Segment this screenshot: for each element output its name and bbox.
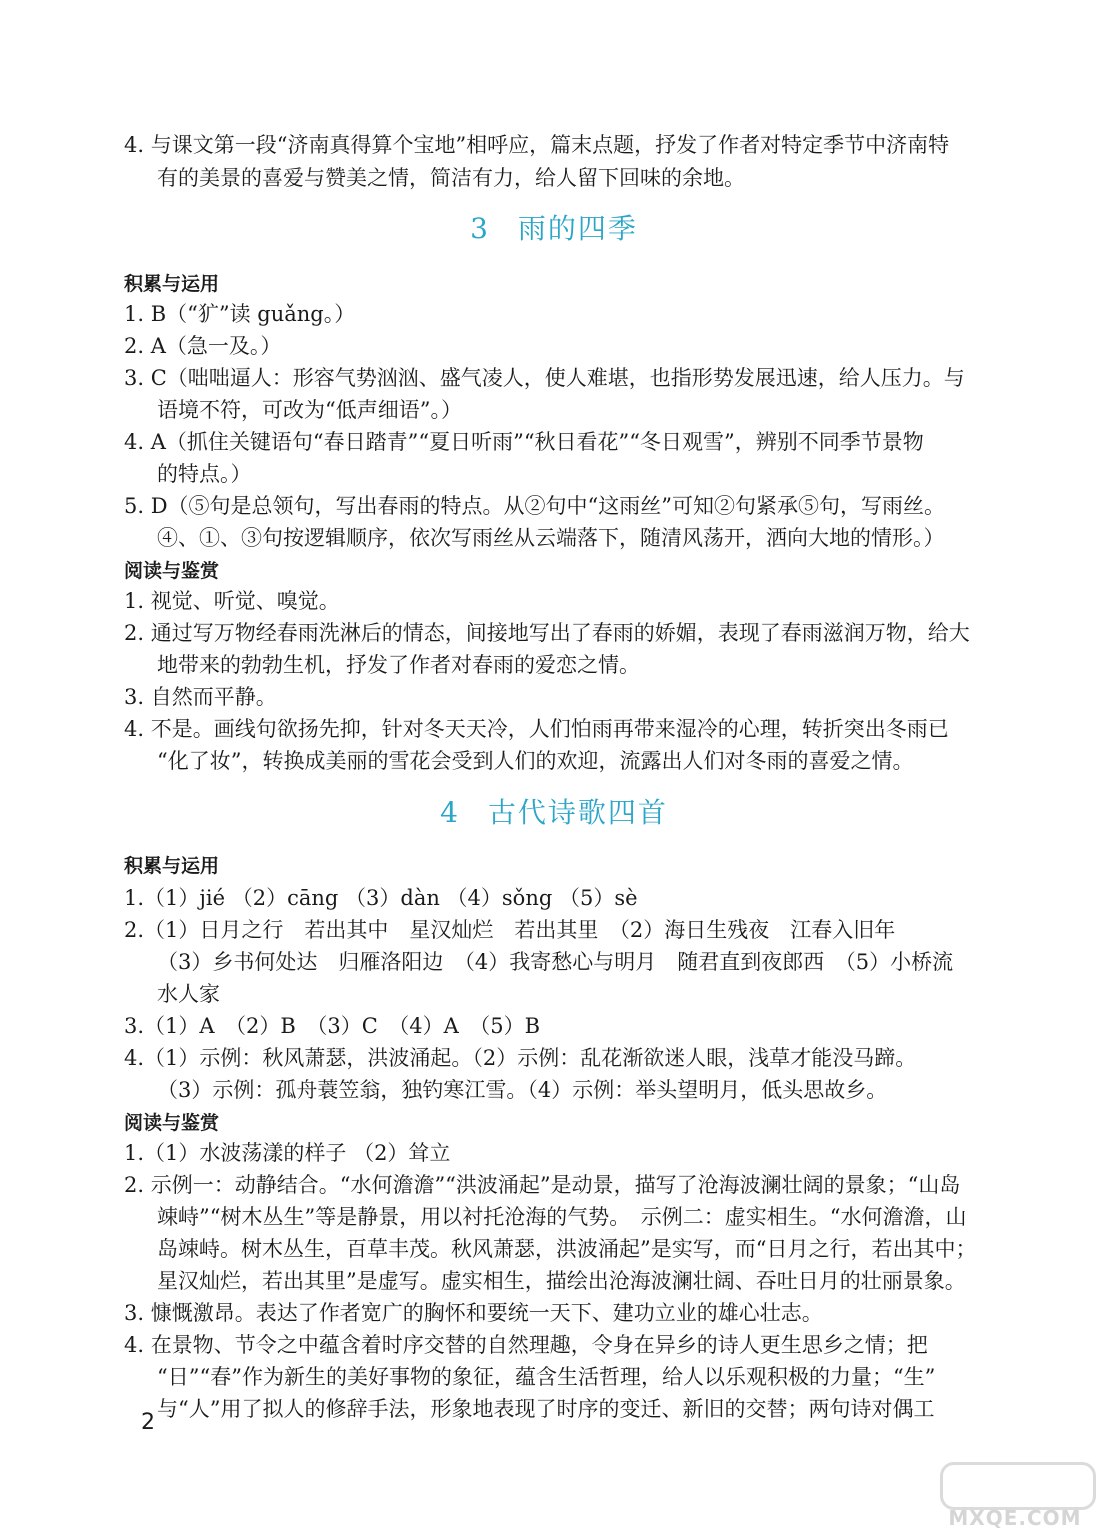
lesson4-a3: 3.（1）A （2）B （3）C （4）A （5）B	[124, 1014, 541, 1038]
lesson3-r1: 1. 视觉、听觉、嗅觉。	[124, 589, 340, 613]
lesson3-section-reading: 阅读与鉴赏	[124, 560, 220, 582]
lesson4-r4-line3: 与“人”用了拟人的修辞手法，形象地表现了时序的变迁、新旧的交替；两句诗对偶工	[157, 1397, 935, 1421]
lesson3-a3-line2: 语境不符，可改为“低声细语”。）	[157, 398, 462, 422]
lesson3-number: 3	[470, 212, 490, 245]
lesson4-r4-line1: 4. 在景物、节令之中蕴含着时序交替的自然理趣，令身在异乡的诗人更生思乡之情；把	[124, 1333, 928, 1357]
lesson4-a4-line2: （3）示例：孤舟蓑笠翁，独钓寒江雪。（4）示例：举头望明月，低头思故乡。	[157, 1078, 888, 1102]
lesson3-title-text: 雨的四季	[517, 212, 638, 245]
lesson4-a2-line2: （3）乡书何处达 归雁洛阳边 （4）我寄愁心与明月 随君直到夜郎西 （5）小桥流	[157, 950, 954, 974]
watermark-text: MXQE.COM	[948, 1506, 1082, 1530]
lesson4-r2-line1: 2. 示例一：动静结合。“水何澹澹”“洪波涌起”是动景，描写了沧海波澜壮阔的景象；“山岛	[124, 1173, 961, 1197]
lesson3-a2: 2. A（急一及。）	[124, 334, 282, 358]
lesson3-r2-line1: 2. 通过写万物经春雨洗淋后的情态，间接地写出了春雨的娇媚，表现了春雨滋润万物，给大	[124, 621, 970, 645]
lesson3-r4-line2: “化了妆”，转换成美丽的雪花会受到人们的欢迎，流露出人们对冬雨的喜爱之情。	[157, 749, 914, 773]
lesson4-a1: 1.（1）jié （2）cāng （3）dàn （4）sǒng （5）sè	[124, 886, 638, 910]
lesson4-r1: 1.（1）水波荡漾的样子 （2）耸立	[124, 1141, 451, 1165]
lesson3-a3-line1: 3. C（咄咄逼人：形容气势汹汹、盛气凌人，使人难堪，也指形势发展迅速，给人压力。与	[124, 366, 965, 390]
lesson3-r3: 3. 自然而平静。	[124, 685, 277, 709]
lesson3-a5-line2: ④、①、③句按逻辑顺序，依次写雨丝从云端落下，随清风荡开，洒向大地的情形。）	[157, 526, 945, 550]
intro-item4-line1: 4. 与课文第一段“济南真得算个宝地”相呼应，篇末点题，抒发了作者对特定季节中济南特	[124, 133, 950, 157]
lesson3-a5-line1: 5. D（⑤句是总领句，写出春雨的特点。从②句中“这雨丝”可知②句紧承⑤句，写雨丝。	[124, 494, 946, 518]
watermark-logo-icon	[940, 1462, 1096, 1510]
lesson3-a1: 1. B（“犷”读 guǎng。）	[124, 302, 356, 326]
lesson4-title-text: 古代诗歌四首	[487, 796, 668, 829]
lesson4-r2-line2: 竦峙”“树木丛生”等是静景，用以衬托沧海的气势。 示例二：虚实相生。“水何澹澹，山	[157, 1205, 967, 1229]
lesson4-number: 4	[440, 796, 460, 829]
lesson3-a4-line2: 的特点。）	[157, 462, 252, 486]
lesson4-r2-line3: 岛竦峙。树木丛生，百草丰茂。秋风萧瑟，洪波涌起”是实写，而“日月之行，若出其中；	[157, 1237, 977, 1261]
lesson3-a4-line1: 4. A（抓住关键语句“春日踏青”“夏日听雨”“秋日看花”“冬日观雪”，辨别不同季节景物	[124, 430, 924, 454]
lesson3-title	[0, 211, 1108, 247]
lesson4-a4-line1: 4.（1）示例：秋风萧瑟，洪波涌起。（2）示例：乱花渐欲迷人眼，浅草才能没马蹄。	[124, 1046, 917, 1070]
page-number: 2	[141, 1410, 155, 1435]
lesson4-section-accumulation: 积累与运用	[124, 855, 220, 877]
lesson4-a2-line3: 水人家	[157, 982, 220, 1006]
lesson4-r4-line2: “日”“春”作为新生的美好事物的象征，蕴含生活哲理，给人以乐观积极的力量；“生”	[157, 1365, 936, 1389]
lesson4-section-reading: 阅读与鉴赏	[124, 1112, 220, 1134]
lesson3-r2-line2: 地带来的勃勃生机，抒发了作者对春雨的爱恋之情。	[157, 653, 640, 677]
intro-item4-line2: 有的美景的喜爱与赞美之情，简洁有力，给人留下回味的余地。	[157, 166, 745, 190]
lesson4-title	[0, 795, 1108, 831]
lesson3-section-accumulation: 积累与运用	[124, 273, 220, 295]
lesson4-a2-line1: 2.（1）日月之行 若出其中 星汉灿烂 若出其里 （2）海日生残夜 江春入旧年	[124, 918, 896, 942]
lesson4-r2-line4: 星汉灿烂，若出其里”是虚写。虚实相生，描绘出沧海波澜壮阔、吞吐日月的壮丽景象。	[157, 1269, 966, 1293]
lesson3-r4-line1: 4. 不是。画线句欲扬先抑，针对冬天天冷，人们怕雨再带来湿冷的心理，转折突出冬雨已	[124, 717, 949, 741]
lesson4-r3: 3. 慷慨激昂。表达了作者宽广的胸怀和要统一天下、建功立业的雄心壮志。	[124, 1301, 823, 1325]
site-watermark	[930, 1460, 1100, 1530]
